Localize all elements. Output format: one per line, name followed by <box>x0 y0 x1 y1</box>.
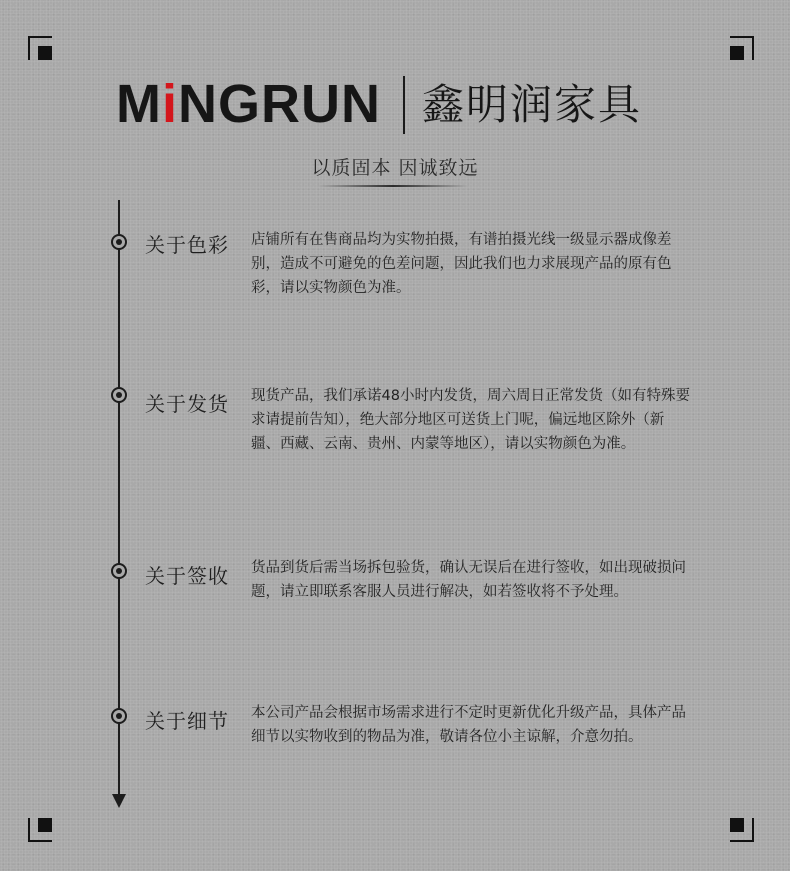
section-text-details: 本公司产品会根据市场需求进行不定时更新优化升级产品，具体产品细节以实物收到的物品为准，敬请各位小主谅解，介意勿拍。 <box>251 705 686 745</box>
section-title-details: 关于细节 <box>145 709 229 733</box>
section-text-color: 店铺所有在售商品均为实物拍摄，有谱拍摄光线一级显示器成像差别，造成不可避免的色差问题，因此我们也力求展现产品的原有色彩，请以实物颜色为准。 <box>251 232 672 296</box>
timeline-dot-icon <box>111 563 127 579</box>
brand-name-cn: 鑫明润家具 <box>422 80 643 129</box>
section-title-color: 关于色彩 <box>145 233 229 257</box>
timeline-dot-icon <box>111 387 127 403</box>
corner-top-left-icon <box>28 36 52 60</box>
corner-bottom-right-icon <box>730 818 754 842</box>
section-title-receipt: 关于签收 <box>145 564 229 588</box>
section-text-shipping: 现货产品，我们承诺48小时内发货，周六周日正常发货（如有特殊要求请提前告知），绝大部分地区可送货上门呢，偏远地区除外（新疆、西藏、云南、贵州、内蒙等地区），请以实物颜色为准。 <box>251 388 690 452</box>
timeline-dot-icon <box>111 708 127 724</box>
section-title-shipping: 关于发货 <box>145 392 229 416</box>
section-text-receipt: 货品到货后需当场拆包验货，确认无误后在进行签收，如出现破损问题，请立即联系客服人员进行解决，如若签收将不予处理。 <box>251 560 686 600</box>
brand-letters-ngrun: NGRUN <box>178 74 381 134</box>
brand-divider <box>403 76 405 134</box>
brand-logo-en <box>116 74 381 134</box>
arrow-down-icon <box>112 794 126 808</box>
corner-top-right-icon <box>730 36 754 60</box>
brand-header <box>0 70 790 140</box>
slogan-underline <box>318 185 468 187</box>
slogan: 以质固本 因诚致远 <box>311 157 479 179</box>
brand-letter-i: i <box>161 74 178 134</box>
brand-letter-m: M <box>116 74 162 134</box>
corner-bottom-left-icon <box>28 818 52 842</box>
timeline-dot-icon <box>111 234 127 250</box>
